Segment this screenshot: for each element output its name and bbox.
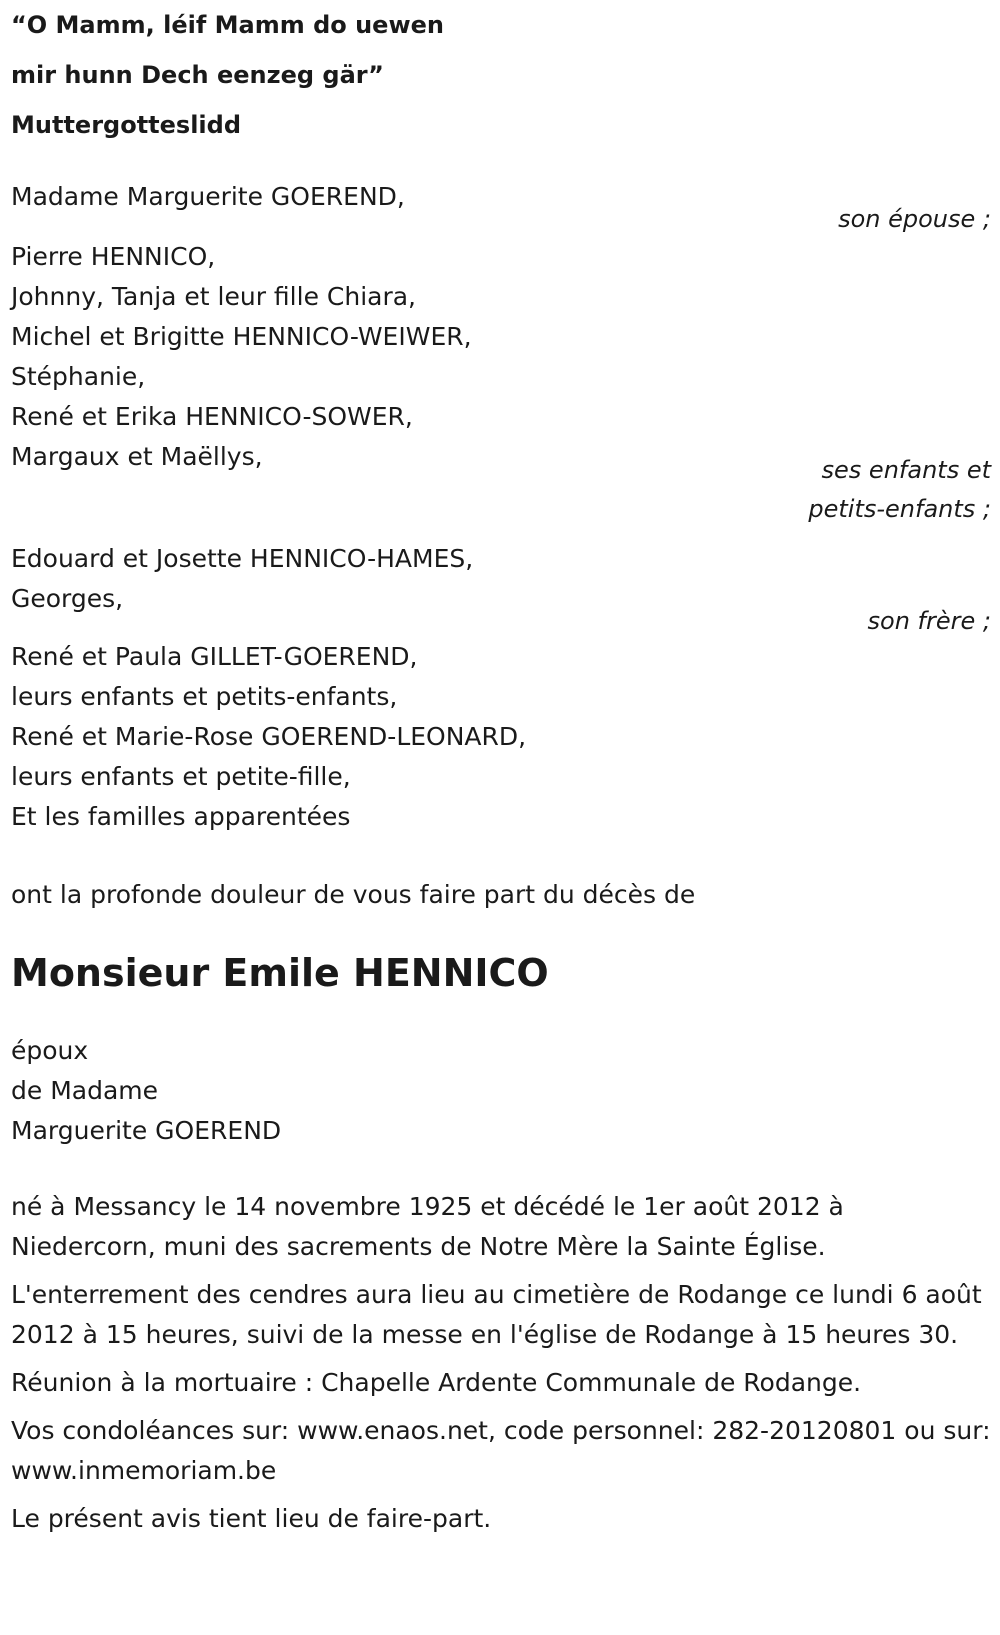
- family-line: Margaux et Maëllys,: [11, 442, 263, 471]
- epigraph-line-2: mir hunn Dech eenzeg gär”: [11, 61, 384, 89]
- family-line: Michel et Brigitte HENNICO-WEIWER,: [11, 322, 472, 351]
- family-spouse: [11, 177, 991, 237]
- family-line: Et les familles apparentées: [11, 802, 351, 831]
- spouse-of-line-2: de Madame: [11, 1076, 159, 1105]
- family-line: René et Marie-Rose GOEREND-LEONARD,: [11, 722, 527, 751]
- brother-role: son frère ;: [867, 607, 991, 635]
- deceased-name: Monsieur Emile HENNICO: [11, 951, 549, 995]
- family-children: [11, 237, 991, 527]
- announcement: ont la profonde douleur de vous faire part du décès de: [11, 880, 696, 909]
- epigraph: [11, 0, 991, 150]
- epigraph-line-1: “O Mamm, léif Mamm do uewen: [11, 11, 444, 39]
- family-line: René et Paula GILLET-GOEREND,: [11, 642, 418, 671]
- family-line: leurs enfants et petits-enfants,: [11, 682, 398, 711]
- children-role-line-1: ses enfants et: [821, 456, 991, 484]
- children-role-line-2: petits-enfants ;: [808, 495, 991, 523]
- mortuary-paragraph: Réunion à la mortuaire : Chapelle Ardente Communale de Rodange.: [11, 1368, 862, 1397]
- family-line: Pierre HENNICO,: [11, 242, 216, 271]
- family-brother: [11, 539, 991, 637]
- birth-death-paragraph: né à Messancy le 14 novembre 1925 et décédé le 1er août 2012 à Niedercorn, muni des sacrements de Notre Mère la Sainte Église.: [11, 1192, 844, 1261]
- spouse-of-line-1: époux: [11, 1036, 89, 1065]
- spouse-of-line-3: Marguerite GOEREND: [11, 1116, 282, 1145]
- family-line: leurs enfants et petite-fille,: [11, 762, 351, 791]
- family-line: Stéphanie,: [11, 362, 146, 391]
- obituary-notice: [11, 0, 991, 1539]
- burial-paragraph: L'enterrement des cendres aura lieu au cimetière de Rodange ce lundi 6 août 2012 à 15 heures, suivi de la messe en l'église de Rodange à 15 heures 30.: [11, 1280, 982, 1349]
- family-line: Edouard et Josette HENNICO-HAMES,: [11, 544, 474, 573]
- spouse-role: son épouse ;: [838, 205, 991, 233]
- epigraph-source: Muttergotteslidd: [11, 111, 242, 139]
- family-line: Georges,: [11, 584, 124, 613]
- family-line: René et Erika HENNICO-SOWER,: [11, 402, 413, 431]
- spouse-of: [11, 1031, 991, 1151]
- spouse-name: Madame Marguerite GOEREND,: [11, 182, 405, 211]
- family-others: [11, 637, 991, 837]
- condolences-paragraph: Vos condoléances sur: www.enaos.net, code personnel: 282-20120801 ou sur: www.inmemoriam.be: [11, 1416, 991, 1485]
- notice-paragraph: Le présent avis tient lieu de faire-part.: [11, 1504, 492, 1533]
- family-line: Johnny, Tanja et leur fille Chiara,: [11, 282, 417, 311]
